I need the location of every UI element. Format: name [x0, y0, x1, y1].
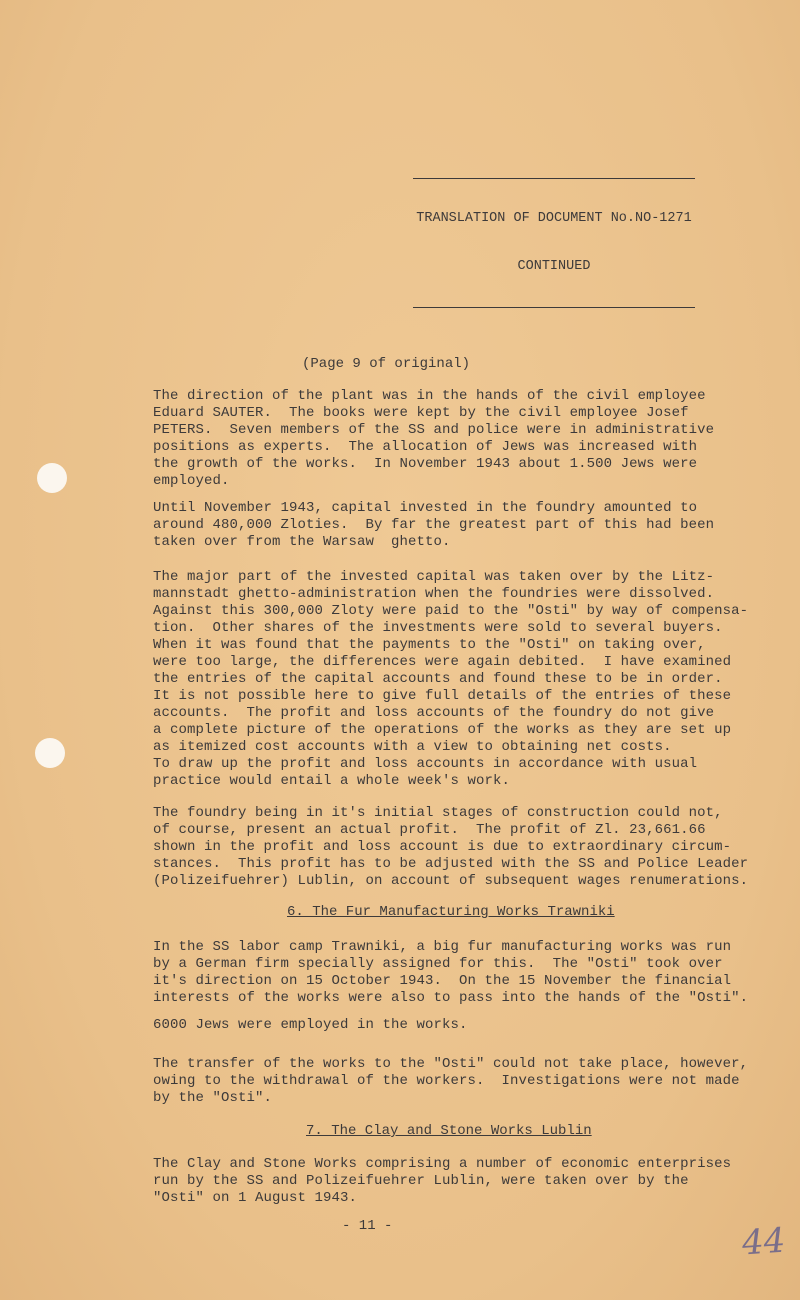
text-line: as itemized cost accounts with a view to obtaining net costs.: [153, 739, 672, 755]
text-line: 6000 Jews were employed in the works.: [153, 1017, 468, 1033]
text-line: by a German firm specially assigned for this. The "Osti" took over: [153, 956, 723, 972]
text-line: it's direction on 15 October 1943. On the 15 November the financial: [153, 973, 732, 989]
text-line: practice would entail a whole week's work.: [153, 773, 511, 789]
section-heading: 6. The Fur Manufacturing Works Trawniki: [287, 904, 615, 920]
paragraph: [153, 569, 800, 790]
header-subtitle: CONTINUED: [517, 259, 591, 274]
text-line: stances. This profit has to be adjusted with the SS and Police Leader: [153, 856, 749, 872]
text-line: around 480,000 Zloties. By far the greatest part of this had been: [153, 517, 715, 533]
header-title: TRANSLATION OF DOCUMENT No.NO-1271: [416, 211, 692, 226]
text-line: taken over from the Warsaw ghetto.: [153, 534, 451, 550]
text-line: interests of the works were also to pass into the hands of the "Osti".: [153, 990, 749, 1006]
text-line: accounts. The profit and loss accounts of the foundry do not give: [153, 705, 715, 721]
text-line: The Clay and Stone Works comprising a number of economic enterprises: [153, 1156, 732, 1172]
text-line: of course, present an actual profit. The profit of Zl. 23,661.66: [153, 822, 706, 838]
page-of-original: (Page 9 of original): [302, 356, 471, 372]
text-line: run by the SS and Polizeifuehrer Lublin, were taken over by the: [153, 1173, 689, 1189]
document-header: [413, 146, 695, 340]
text-line: Until November 1943, capital invested in the foundry amounted to: [153, 500, 698, 516]
text-line: a complete picture of the operations of the works as they are set up: [153, 722, 732, 738]
text-line: by the "Osti".: [153, 1090, 273, 1106]
text-line: In the SS labor camp Trawniki, a big fur manufacturing works was run: [153, 939, 732, 955]
document-body: [0, 146, 800, 1235]
handwritten-page-number: 44: [740, 1220, 787, 1264]
text-line: "Osti" on 1 August 1943.: [153, 1190, 358, 1206]
text-line: The direction of the plant was in the hands of the civil employee: [153, 388, 706, 404]
text-line: PETERS. Seven members of the SS and police were in administrative: [153, 422, 715, 438]
text-line: The foundry being in it's initial stages of construction could not,: [153, 805, 723, 821]
paragraph: [153, 805, 800, 890]
text-line: The major part of the invested capital was taken over by the Litz-: [153, 569, 715, 585]
paragraph: [153, 939, 800, 1007]
text-line: When it was found that the payments to the "Osti" on taking over,: [153, 637, 706, 653]
text-line: To draw up the profit and loss accounts in accordance with usual: [153, 756, 698, 772]
text-line: Against this 300,000 Zloty were paid to the "Osti" by way of compensa-: [153, 603, 749, 619]
paragraph: [153, 500, 800, 551]
text-line: mannstadt ghetto-administration when the foundries were dissolved.: [153, 586, 715, 602]
text-line: (Polizeifuehrer) Lublin, on account of subsequent wages renumerations.: [153, 873, 749, 889]
text-line: shown in the profit and loss account is due to extraordinary circum-: [153, 839, 732, 855]
text-line: Eduard SAUTER. The books were kept by the civil employee Josef: [153, 405, 689, 421]
page-number: - 11 -: [342, 1218, 393, 1234]
paragraph: [153, 1056, 800, 1107]
text-line: the growth of the works. In November 1943 about 1.500 Jews were: [153, 456, 698, 472]
paragraph: [153, 1017, 800, 1034]
paragraph: [153, 388, 800, 490]
text-line: the entries of the capital accounts and found these to be in order.: [153, 671, 723, 687]
paragraph: [153, 1156, 800, 1207]
text-line: It is not possible here to give full details of the entries of these: [153, 688, 732, 704]
text-line: employed.: [153, 473, 230, 489]
text-line: positions as experts. The allocation of Jews was increased with: [153, 439, 698, 455]
header-rule: [413, 307, 695, 308]
text-line: were too large, the differences were again debited. I have examined: [153, 654, 732, 670]
text-line: The transfer of the works to the "Osti" could not take place, however,: [153, 1056, 749, 1072]
section-heading: 7. The Clay and Stone Works Lublin: [306, 1123, 592, 1139]
text-line: tion. Other shares of the investments were sold to several buyers.: [153, 620, 723, 636]
header-rule: [413, 178, 695, 179]
text-line: owing to the withdrawal of the workers. Investigations were not made: [153, 1073, 740, 1089]
